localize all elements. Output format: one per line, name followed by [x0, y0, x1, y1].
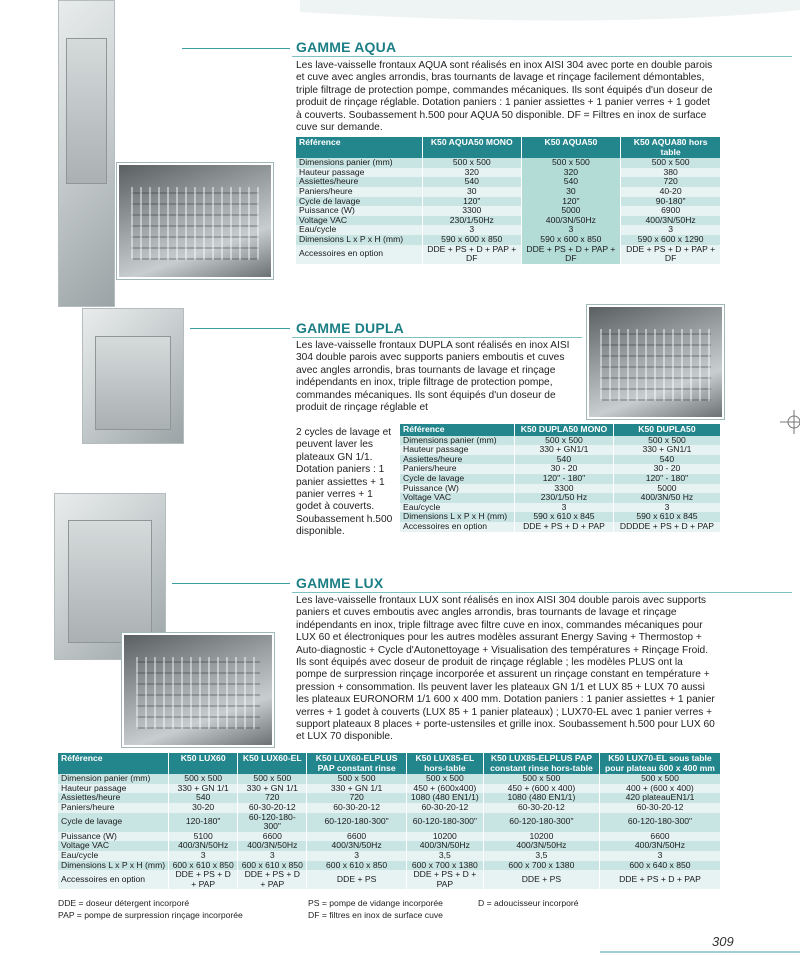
row-label: Paniers/heure: [296, 187, 423, 197]
table-row: [296, 216, 720, 226]
table-cell: DDE + PS + D + PAP: [599, 870, 720, 889]
table-row: [58, 774, 720, 784]
row-label: Paniers/heure: [58, 803, 169, 813]
table-cell: 3,5: [406, 851, 483, 861]
table-cell: 500 x 500: [515, 436, 614, 446]
table-cell: 540: [169, 793, 238, 803]
table-cell: 600 x 610 x 850: [169, 861, 238, 871]
row-label: Cycle de lavage: [296, 197, 423, 207]
lux-col-header: K50 LUX70-EL sous table pour plateau 600 x 400 mm: [599, 753, 720, 774]
table-cell: 60-30-20-12: [238, 803, 307, 813]
lux-col-header: K50 LUX60-EL: [238, 753, 307, 774]
row-label: Dimensions L x P x H (mm): [58, 861, 169, 871]
table-row: [296, 245, 720, 264]
table-cell: 5100: [169, 832, 238, 842]
dupla-col-header: K50 DUPLA50: [613, 424, 720, 436]
table-cell: 120" - 180": [613, 474, 720, 484]
table-cell: 400/3N/50Hz: [621, 216, 720, 226]
table-cell: 1080 (480 EN1/1): [483, 793, 599, 803]
table-cell: 500 x 500: [423, 158, 522, 168]
table-cell: 3300: [423, 206, 522, 216]
dupla-description-side: 2 cycles de lavage et peuvent laver les plateaux GN 1/1. Dotation paniers : 1 panier assiettes + 1 panier verres + 1 godet à couverts. Soubassement h.500 disponible.: [296, 427, 393, 538]
lux-description: Les lave-vaisselle frontaux LUX sont réalisés en inox AISI 304 double parois avec supports paniers et cuves emboutis avec angles arrondis, bras tournants de lavage et rinçage indépendants en inox, triple filtrage avec filtre cuve en inox, commandes mécaniques pour LUX 60 et électroniques pour les autres modèles assurant Energy Saving + Thermostop + Auto-diagnostic + Cycle d'Autonettoyage + Visualisation des températures + Rinçage Froid. Ils sont équipés avec doseur de produit de rinçage réglable ; les modèles PLUS ont la pompe de surpression rinçage incorporée et assurent un rinçage constant en température + pression + consommation. Ils peuvent laver les plateaux GN 1/1 et LUX 85 + LUX 70 aussi les plateaux EURONORM 1/1 600 x 400 mm. Dotation paniers : 1 panier assiettes + 1 panier verres + 1 godet à couverts (LUX 85 + 1 panier plateaux) ; LUX70-EL avec 1 panier verres + support plateaux 8 places + porte-ustensiles et grille inox. Soubassement h.500 pour LUX 60 et LUX 70 disponible.: [296, 595, 715, 743]
table-cell: 120": [521, 197, 621, 207]
table-cell: 230/1/50Hz: [423, 216, 522, 226]
table-row: [296, 168, 720, 178]
table-row: [58, 832, 720, 842]
lux-col-header: Référence: [58, 753, 169, 774]
table-cell: 60-30-20-12: [307, 803, 407, 813]
lux-heading-leader: [172, 583, 290, 584]
table-cell: 540: [613, 455, 720, 465]
table-cell: 120-180": [169, 813, 238, 832]
table-cell: 60-120-180-300": [599, 813, 720, 832]
table-cell: 6600: [599, 832, 720, 842]
table-cell: 450 + (600x400): [406, 784, 483, 794]
row-label: Voltage VAC: [296, 216, 423, 226]
table-cell: 330 + GN 1/1: [307, 784, 407, 794]
table-cell: 3: [621, 225, 720, 235]
lux-col-header: K50 LUX85-ELPLUS PAP constant rinse hors-table: [483, 753, 599, 774]
table-row: [58, 813, 720, 832]
table-cell: DDE + PS + D + PAP + DF: [621, 245, 720, 264]
aqua-interior-photo: [117, 163, 273, 279]
lux-interior-photo: [122, 633, 274, 747]
dupla-col-header: K50 DUPLA50 MONO: [515, 424, 614, 436]
table-cell: 720: [238, 793, 307, 803]
row-label: Puissance (W): [400, 484, 515, 494]
row-label: Puissance (W): [58, 832, 169, 842]
table-cell: 6600: [307, 832, 407, 842]
table-cell: 3: [169, 851, 238, 861]
table-row: [296, 177, 720, 187]
table-row: [296, 197, 720, 207]
table-cell: 500 x 500: [238, 774, 307, 784]
table-cell: 30-20: [169, 803, 238, 813]
table-cell: 400/3N/50Hz: [483, 841, 599, 851]
table-cell: DDE + PS + D + PAP: [515, 522, 614, 532]
table-cell: 120": [423, 197, 522, 207]
row-label: Dimensions L x P x H (mm): [296, 235, 423, 245]
table-cell: 6900: [621, 206, 720, 216]
table-cell: 600 x 700 x 1380: [406, 861, 483, 871]
table-cell: 3: [238, 851, 307, 861]
table-cell: 60-120-180-300": [307, 813, 407, 832]
table-cell: 3300: [515, 484, 614, 494]
table-cell: 600 x 700 x 1380: [483, 861, 599, 871]
row-label: Hauteur passage: [400, 445, 515, 455]
dupla-heading-rule: [292, 337, 582, 338]
table-cell: 3: [515, 503, 614, 513]
table-cell: 600 x 610 x 850: [307, 861, 407, 871]
table-cell: 60-120-180-300": [483, 813, 599, 832]
table-cell: 10200: [406, 832, 483, 842]
aqua-description: Les lave-vaisselle frontaux AQUA sont réalisés en inox AISI 304 avec porte en double parois et cuve avec angles arrondis, bras tournants de lavage et rinçage facilement démontables, triple filtrage de protection pompe, commandes mécaniques. Ils sont équipés d'un doseur de produit de rinçage réglable. Dotation paniers : 1 panier assiettes + 1 panier verres + 1 godet à couverts. Soubassement h.500 pour AQUA 50 disponible. DF = Filtres en inox de surface cuve sur demande.: [296, 60, 713, 134]
table-cell: 400/3N/50Hz: [521, 216, 621, 226]
footnote-ps: PS = pompe de vidange incorporée: [308, 898, 443, 908]
dupla-dishwasher-photo: [82, 308, 184, 444]
aqua-col-header: K50 AQUA50: [521, 137, 621, 158]
table-row: [400, 522, 720, 532]
row-label: Accessoires en option: [58, 870, 169, 889]
table-cell: 230/1/50 Hz: [515, 493, 614, 503]
table-cell: 500 x 500: [307, 774, 407, 784]
table-cell: 5000: [521, 206, 621, 216]
table-cell: 30: [423, 187, 522, 197]
row-label: Dimensions L x P x H (mm): [400, 512, 515, 522]
table-cell: 500 x 500: [613, 436, 720, 446]
table-cell: 330 + GN1/1: [613, 445, 720, 455]
table-cell: 60-120-180-300": [406, 813, 483, 832]
dupla-col-header: Référence: [400, 424, 515, 436]
footnote-dde: DDE = doseur détergent incorporé: [58, 898, 190, 908]
table-cell: 3: [613, 503, 720, 513]
table-cell: 720: [307, 793, 407, 803]
table-cell: DDE + PS + D + PAP + DF: [423, 245, 522, 264]
table-cell: 60-30-20-12: [406, 803, 483, 813]
table-row: [58, 803, 720, 813]
table-cell: 3: [307, 851, 407, 861]
row-label: Voltage VAC: [400, 493, 515, 503]
row-label: Accessoires en option: [296, 245, 423, 264]
table-cell: 500 x 500: [621, 158, 720, 168]
table-row: [58, 870, 720, 889]
lux-heading: GAMME LUX: [296, 575, 384, 591]
table-cell: 10200: [483, 832, 599, 842]
row-label: Assiettes/heure: [58, 793, 169, 803]
table-cell: 330 + GN1/1: [515, 445, 614, 455]
registration-mark-icon: [780, 410, 800, 434]
table-cell: 500 x 500: [406, 774, 483, 784]
table-cell: 400/3N/50Hz: [599, 841, 720, 851]
table-cell: 60-30-20-12: [483, 803, 599, 813]
table-cell: 400/3N/50Hz: [169, 841, 238, 851]
page-decor-swoosh: [300, 0, 800, 40]
dupla-interior-photo: [587, 305, 724, 419]
table-cell: 30 - 20: [515, 464, 614, 474]
row-label: Voltage VAC: [58, 841, 169, 851]
table-cell: 600 x 610 x 850: [238, 861, 307, 871]
row-label: Eau/cycle: [58, 851, 169, 861]
table-cell: 3: [423, 225, 522, 235]
aqua-col-header: K50 AQUA80 hors table: [621, 137, 720, 158]
row-label: Eau/cycle: [296, 225, 423, 235]
row-label: Dimensions panier (mm): [400, 436, 515, 446]
row-label: Cycle de lavage: [58, 813, 169, 832]
table-cell: 380: [621, 168, 720, 178]
table-cell: 590 x 600 x 1290: [621, 235, 720, 245]
row-label: Dimension panier (mm): [58, 774, 169, 784]
table-cell: 330 + GN 1/1: [238, 784, 307, 794]
table-row: [58, 784, 720, 794]
table-cell: 400/3N/50Hz: [238, 841, 307, 851]
dupla-heading: GAMME DUPLA: [296, 320, 404, 336]
table-cell: 400/3N/50Hz: [406, 841, 483, 851]
table-cell: DDE + PS + D + PAP: [238, 870, 307, 889]
table-cell: 5000: [613, 484, 720, 494]
table-cell: 3: [521, 225, 621, 235]
table-cell: 500 x 500: [169, 774, 238, 784]
row-label: Accessoires en option: [400, 522, 515, 532]
dupla-spec-table: [400, 424, 720, 532]
aqua-col-header: K50 AQUA50 MONO: [423, 137, 522, 158]
table-cell: 400 + (600 x 400): [599, 784, 720, 794]
table-cell: 330 + GN 1/1: [169, 784, 238, 794]
footnote-df: DF = filtres en inox de surface cuve: [308, 910, 443, 920]
table-cell: 590 x 610 x 845: [613, 512, 720, 522]
table-cell: 400/3N/50Hz: [307, 841, 407, 851]
table-cell: 500 x 500: [599, 774, 720, 784]
table-cell: 590 x 600 x 850: [423, 235, 522, 245]
page-number-rule: [600, 951, 800, 953]
table-cell: DDE + PS: [483, 870, 599, 889]
lux-col-header: K50 LUX60-ELPLUS PAP constant rinse: [307, 753, 407, 774]
row-label: Assiettes/heure: [296, 177, 423, 187]
aqua-spec-table: [296, 137, 720, 264]
footnote-d: D = adoucisseur incorporé: [478, 898, 579, 908]
table-cell: 320: [521, 168, 621, 178]
table-row: [58, 793, 720, 803]
table-cell: 450 + (600 x 400): [483, 784, 599, 794]
table-cell: 30 - 20: [613, 464, 720, 474]
table-cell: 3,5: [483, 851, 599, 861]
table-cell: 590 x 600 x 850: [521, 235, 621, 245]
table-cell: DDDDE + PS + D + PAP: [613, 522, 720, 532]
table-cell: 540: [521, 177, 621, 187]
row-label: Puissance (W): [296, 206, 423, 216]
table-cell: 400/3N/50 Hz: [613, 493, 720, 503]
table-cell: 720: [621, 177, 720, 187]
row-label: Hauteur passage: [296, 168, 423, 178]
table-cell: DDE + PS: [307, 870, 407, 889]
table-cell: 600 x 640 x 850: [599, 861, 720, 871]
row-label: Dimensions panier (mm): [296, 158, 423, 168]
table-cell: 500 x 500: [483, 774, 599, 784]
row-label: Hauteur passage: [58, 784, 169, 794]
dupla-heading-leader: [190, 328, 290, 329]
table-cell: DDE + PS + D + PAP: [406, 870, 483, 889]
table-cell: 30: [521, 187, 621, 197]
table-cell: DDE + PS + D + PAP + DF: [521, 245, 621, 264]
table-cell: 540: [423, 177, 522, 187]
row-label: Eau/cycle: [400, 503, 515, 513]
table-row: [58, 861, 720, 871]
lux-col-header: K50 LUX60: [169, 753, 238, 774]
table-cell: 590 x 610 x 845: [515, 512, 614, 522]
lux-spec-table: [58, 753, 720, 889]
footnote-pap: PAP = pompe de surpression rinçage incorporée: [58, 910, 243, 920]
table-row: [58, 841, 720, 851]
aqua-heading-leader: [182, 48, 290, 49]
table-cell: 420 plateauEN1/1: [599, 793, 720, 803]
table-row: [400, 493, 720, 503]
lux-col-header: K50 LUX85-EL hors-table: [406, 753, 483, 774]
aqua-dishwasher-photo: [58, 0, 115, 307]
table-cell: DDE + PS + D + PAP: [169, 870, 238, 889]
row-label: Paniers/heure: [400, 464, 515, 474]
table-cell: 60-30-20-12: [599, 803, 720, 813]
table-cell: 40-20: [621, 187, 720, 197]
table-cell: 3: [599, 851, 720, 861]
aqua-heading: GAMME AQUA: [296, 39, 397, 55]
lux-heading-rule: [292, 592, 792, 593]
table-cell: 500 x 500: [521, 158, 621, 168]
table-cell: 90-180": [621, 197, 720, 207]
row-label: Cycle de lavage: [400, 474, 515, 484]
row-label: Assiettes/heure: [400, 455, 515, 465]
table-cell: 120" - 180": [515, 474, 614, 484]
aqua-col-header: Référence: [296, 137, 423, 158]
table-cell: 60-120-180-300": [238, 813, 307, 832]
table-cell: 1080 (480 EN1/1): [406, 793, 483, 803]
table-cell: 6600: [238, 832, 307, 842]
table-cell: 320: [423, 168, 522, 178]
dupla-description-top: Les lave-vaisselle frontaux DUPLA sont réalisés en inox AISI 304 double parois avec supports paniers emboutis et cuves avec angles arrondis, bras tournants de lavage et rinçage indépendants en inox, triple filtrage de protection pompe, commandes mécaniques. Ils sont équipés d'un doseur de produit de rinçage réglable et: [296, 340, 570, 414]
aqua-heading-rule: [292, 56, 792, 57]
table-cell: 540: [515, 455, 614, 465]
page-number: 309: [712, 934, 734, 949]
